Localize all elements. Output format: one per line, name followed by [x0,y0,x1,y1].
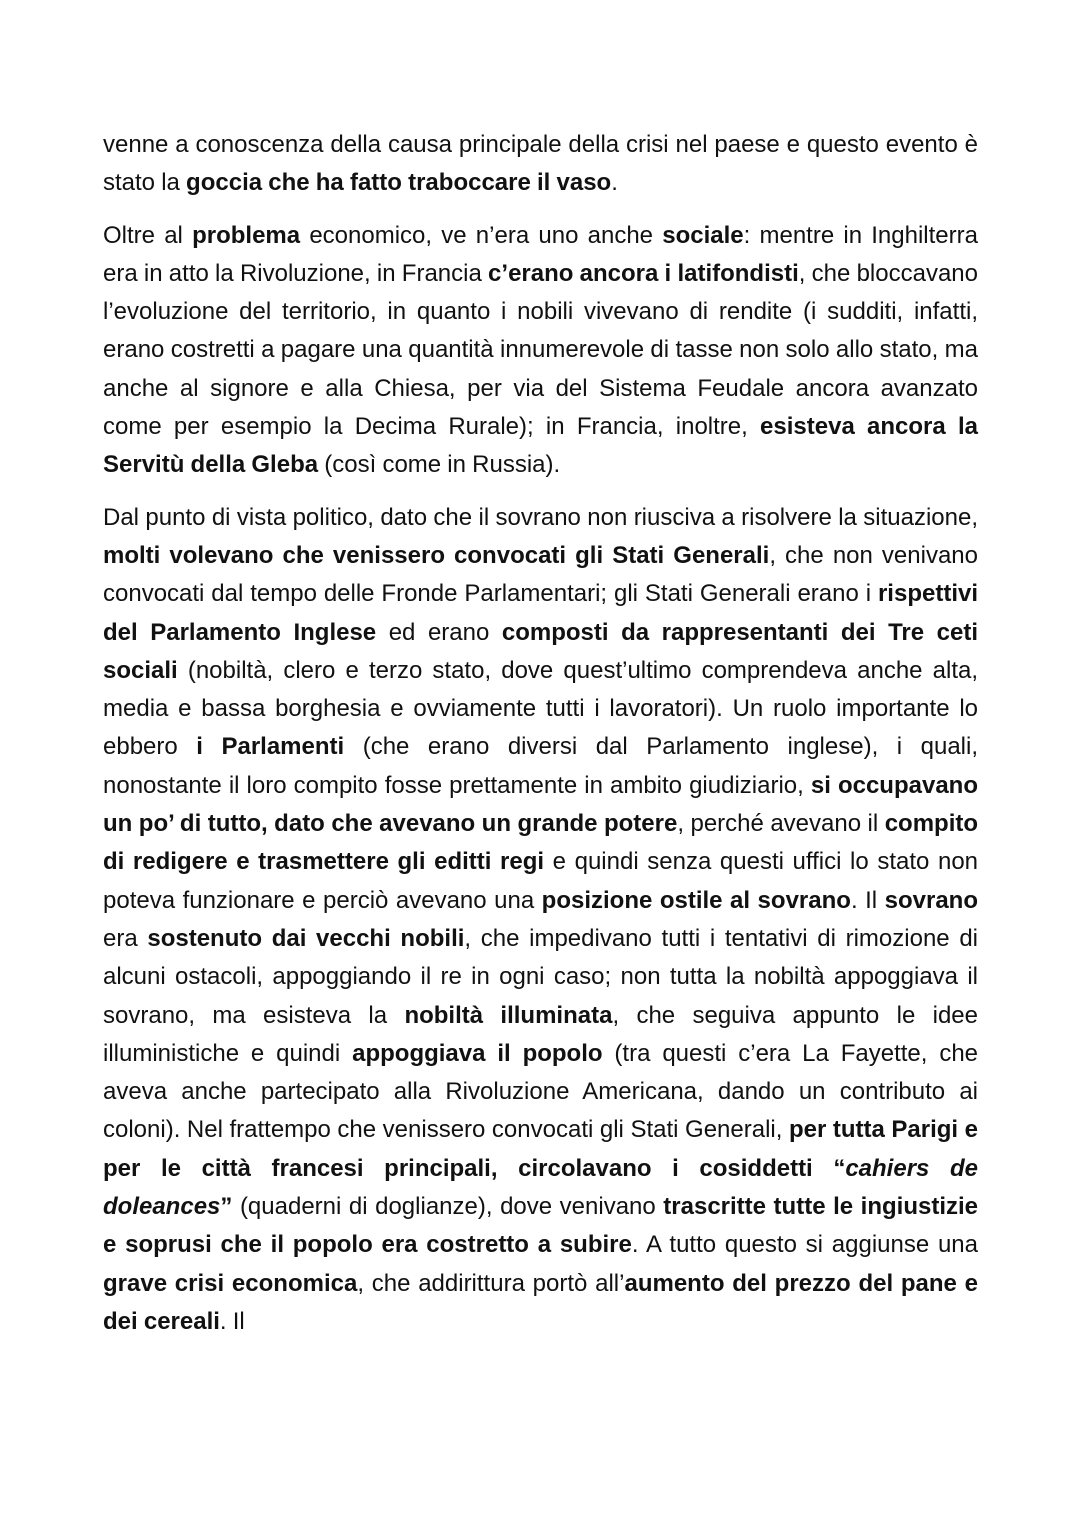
text-run: , che bloccavano l’evoluzione del territorio, in quanto i nobili vivevano di rendite (i sudditi, infatti, erano costretti a pagare una quantità innumerevole di tasse non solo allo stato, ma anche al signore e alla Chiesa, per via del Sistema Feudale ancora avanzato come per esempio la Decima Rurale); in Francia, inoltre, [103,259,978,441]
text-run: Dal punto di vista politico, dato che il sovrano non riusciva a risolvere la situazione, [103,503,978,531]
text-run: . Il [850,886,885,914]
text-run: (così come in Russia). [318,451,561,479]
text-run: era [103,924,148,952]
bold-text: compito di redigere e trasmettere gli editti regi [103,810,979,876]
bold-text: appoggiava il popolo [352,1039,603,1067]
bold-text: goccia che ha fatto traboccare il vaso [186,169,612,197]
bold-text: posizione ostile al sovrano [541,886,851,914]
bold-text: ” [220,1193,233,1221]
bold-text: rispettivi del Parlamento Inglese [103,580,978,646]
text-run: (nobiltà, clero e terzo stato, dove quest’ultimo comprendeva anche alta, media e bassa borghesia e ovviamente tutti i lavoratori). Un ruolo importante lo ebbero [103,656,978,761]
bold-text: si occupavano un po’ di tutto, dato che avevano un grande potere [103,771,978,838]
bold-text: i Parlamenti [196,733,345,761]
bold-text: per tutta Parigi e per le città francesi principali, circolavano i cosiddetti “ [103,1116,979,1182]
text-run: , che seguiva appunto le idee illuministiche e quindi [103,1001,979,1067]
bold-text: sostenuto dai vecchi nobili [147,924,465,952]
text-run: (tra questi c’era La Fayette, che aveva anche partecipato alla Rivoluzione Americana, dando un contributo ai coloni). Nel frattempo che venissero convocati gli Stati Generali, [103,1039,979,1144]
bold-text: aumento del prezzo del pane e dei cereali [103,1269,978,1335]
text-run: , che non venivano convocati dal tempo delle Fronde Parlamentari; gli Stati Generali erano i [103,541,978,608]
text-run: : mentre in Inghilterra era in atto la Rivoluzione, in Francia [103,221,978,287]
bold-text: trascritte tutte le ingiustizie e soprusi che il popolo era costretto a subire [103,1193,978,1259]
text-run: e quindi senza questi uffici lo stato non poteva funzionare e perciò avevano una [103,848,979,914]
text-run: . Il [219,1307,245,1335]
text-run: economico, ve n’era uno anche [300,221,663,249]
text-run: (che erano diversi dal Parlamento inglese), i quali, nonostante il loro compito fosse prettamente in ambito giudiziario, [103,733,978,799]
text-run: . [611,169,618,197]
italic-text: cahiers de doleances [103,1154,978,1221]
bold-text: problema [192,221,301,249]
text-run: Oltre al [103,221,193,249]
bold-text: grave crisi economica [103,1269,358,1297]
bold-text: nobiltà illuminata [404,1001,613,1029]
paragraph-1 [103,126,978,203]
text-run: , che addirittura portò all’ [357,1269,625,1297]
text-run: (quaderni di doglianze), dove venivano [232,1193,664,1221]
bold-text: c’erano ancora i latifondisti [488,259,799,287]
text-run: venne a conoscenza della causa principale della crisi nel paese e questo evento è stato la [103,131,978,197]
paragraph-3 [103,499,978,1342]
paragraph-2 [103,217,978,485]
bold-text: sociale [662,221,744,249]
bold-text: molti volevano che venissero convocati gli Stati Generali [103,541,770,569]
document-page [103,126,978,1355]
text-run: ed erano [376,618,502,646]
bold-text: composti da rappresentanti dei Tre ceti sociali [103,618,979,684]
text-run: . A tutto questo si aggiunse una [631,1231,978,1259]
bold-text: esisteva ancora la Servitù della Gleba [103,413,978,479]
bold-text: sovrano [884,886,978,914]
text-run: , che impedivano tutti i tentativi di rimozione di alcuni ostacoli, appoggiando il re in ogni caso; non tutta la nobiltà appoggiava il sovrano, ma esisteva la [103,924,978,1029]
text-run: , perché avevano il [677,810,885,838]
